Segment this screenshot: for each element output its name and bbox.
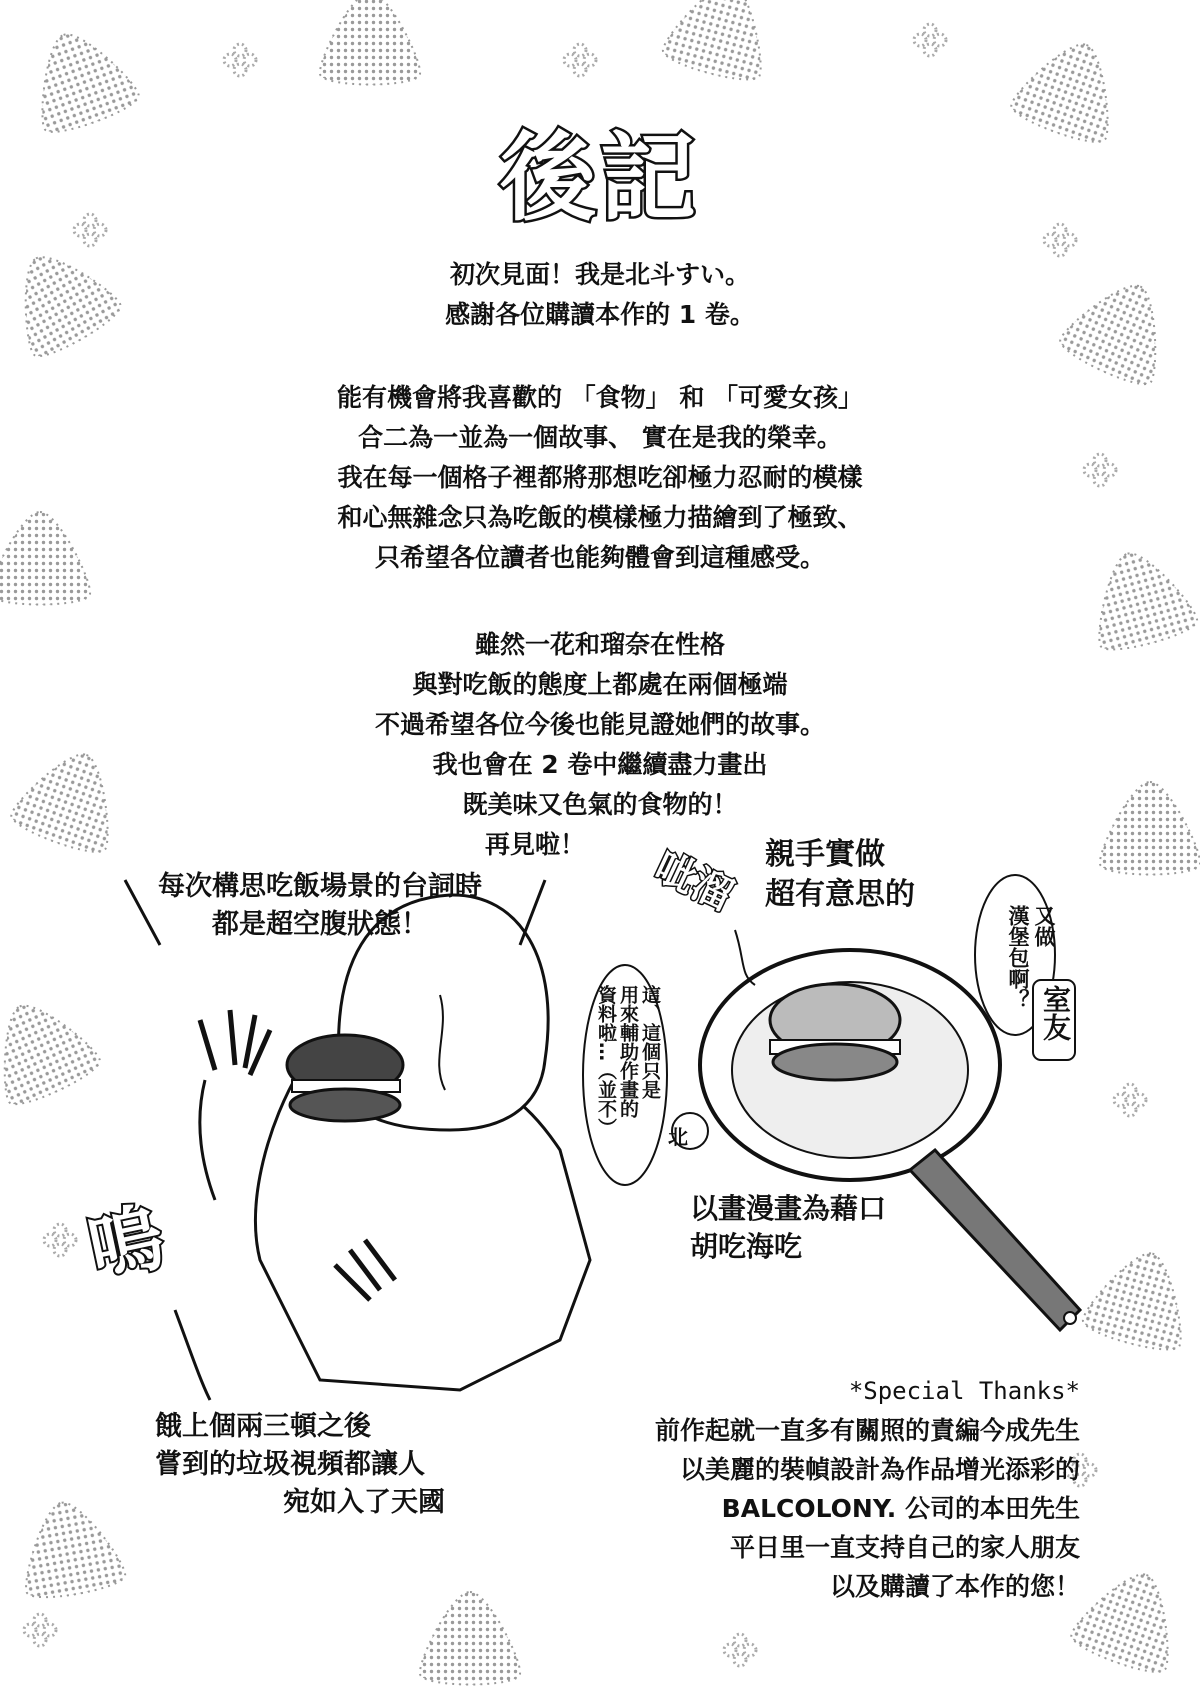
intro-line: 感謝各位購讀本作的 1 卷。 <box>445 300 755 329</box>
thanks-line: 前作起就一直多有關照的責編今成先生 <box>654 1416 1080 1445</box>
afterword-title: 後記 <box>500 122 700 234</box>
sfx-sob: 嗚 <box>81 1194 172 1294</box>
caption-cooking-fun: 親手實做 超有意思的 <box>765 837 915 912</box>
paragraph-line: 我在每一個格子裡都將那想吃卻極力忍耐的模樣 <box>337 463 863 492</box>
author-label: 北 <box>668 1125 688 1149</box>
paragraph-line: 只希望各位讀者也能夠體會到這種感受。 <box>374 543 825 572</box>
speech-bubble-author: 這、這個只是 用來輔助作畫的 資料啦…（並不） <box>595 985 661 1137</box>
sfx-slurp: 呲溜 <box>647 843 740 920</box>
intro-line: 初次見面！我是北斗すい。 <box>449 260 750 289</box>
paragraph-line: 雖然一花和瑠奈在性格 <box>474 630 725 659</box>
thanks-line: 以美麗的裝幀設計為作品增光添彩的 <box>679 1455 1080 1484</box>
paragraph-line: 不過希望各位今後也能見證她們的故事。 <box>374 710 825 739</box>
paragraph-line: 能有機會將我喜歡的 「食物」 和 「可愛女孩」 <box>336 383 864 412</box>
paragraph-line: 和心無雜念只為吃飯的模樣極力描繪到了極致、 <box>337 503 863 532</box>
paragraph-line: 我也會在 2 卷中繼續盡力畫出 <box>432 750 768 779</box>
special-thanks-heading: *Special Thanks* <box>848 1377 1080 1405</box>
caption-manga-excuse: 以畫漫畫為藉口 胡吃海吃 <box>690 1192 887 1263</box>
paragraph-line: 既美味又色氣的食物的！ <box>462 790 738 819</box>
paragraph-one <box>150 378 1050 578</box>
caption-junk-food-heaven: 餓上個兩三頓之後 嘗到的垃圾視頻都讓人 宛如入了天國 <box>155 1411 445 1518</box>
paragraph-line: 與對吃飯的態度上都處在兩個極端 <box>412 670 788 699</box>
paragraph-two <box>150 625 1050 865</box>
special-thanks <box>480 1372 1080 1606</box>
caption-dialogue-hunger: 每次構思吃飯場景的台詞時 都是超空腹狀態！ <box>158 871 482 940</box>
thanks-line: 以及購讀了本作的您！ <box>829 1572 1080 1601</box>
thanks-line: 平日里一直支持自己的家人朋友 <box>729 1533 1080 1562</box>
speech-bubble-roommate: 又做 漢堡包啊？ <box>1006 905 1056 1010</box>
intro-text <box>150 255 1050 335</box>
paragraph-line: 再見啦！ <box>484 830 585 859</box>
roommate-label: 室友 <box>1039 985 1072 1041</box>
paragraph-line: 合二為一並為一個故事、 實在是我的榮幸。 <box>358 423 842 452</box>
thanks-line: BALCOLONY. 公司的本田先生 <box>721 1494 1080 1523</box>
